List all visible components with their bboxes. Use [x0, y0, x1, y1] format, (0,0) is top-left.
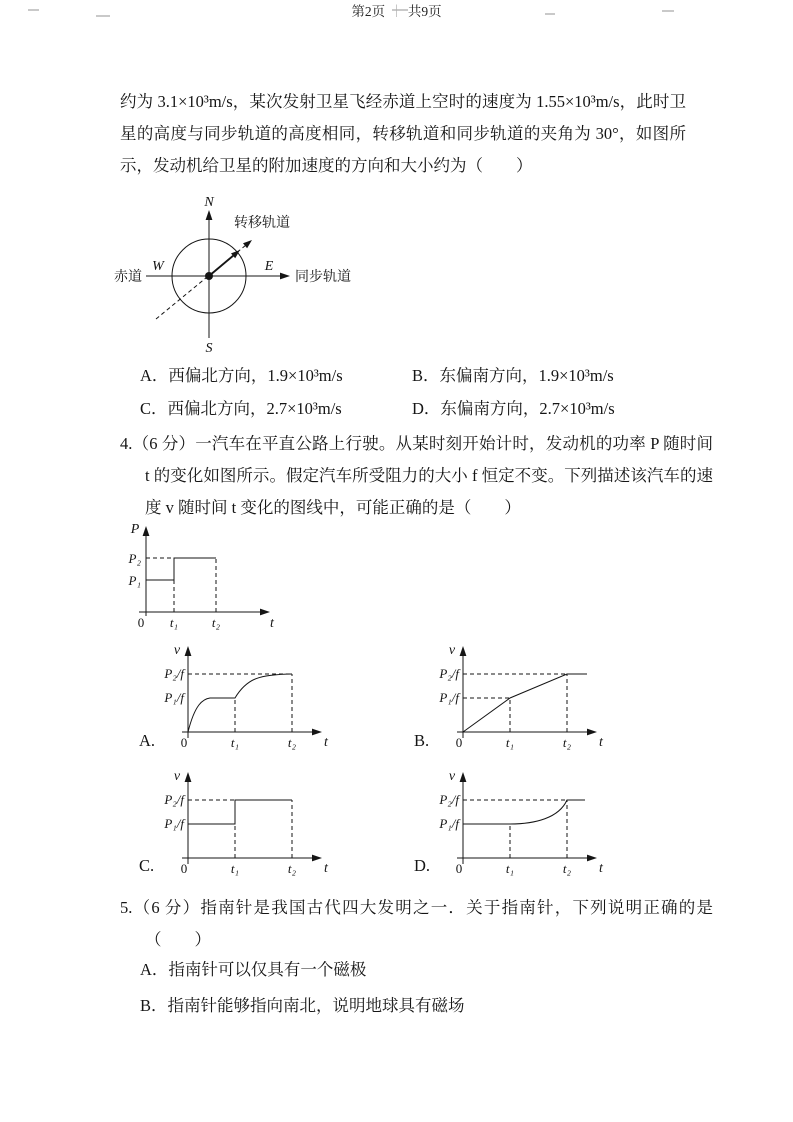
vt-p2f-label: P₂/f [439, 666, 459, 681]
vt-t1-label: t₁ [505, 735, 515, 750]
compass-e-label: E [264, 259, 274, 274]
vt-y-axis-label: v [173, 769, 181, 784]
vt-x-axis-label: t [599, 735, 603, 750]
equator-label: 赤道 [114, 270, 142, 285]
vt-p1f-label: P₁/f [439, 816, 459, 831]
vt-b-curve [463, 674, 587, 732]
vt-a-axes [182, 646, 322, 738]
vt-t1-label: t₁ [505, 861, 515, 876]
vt-a-dashed-guides [188, 674, 292, 732]
question-4-text: 4.（6 分）一汽车在平直公路上行驶。从某时刻开始计时，发动机的功率 P 随时间 t 的变化如图所示。假定汽车所受阻力的大小 f 恒定不变。下列描述该汽车的速度 v 随时间 t 变化的图线中，可能正确的是（ ） [120, 434, 713, 517]
power-time-graph [112, 516, 282, 644]
pt-curve [146, 558, 216, 580]
vt-t1-label: t₁ [230, 861, 240, 876]
vt-graph-b [425, 640, 615, 762]
pt-t1-label: t₁ [169, 615, 179, 630]
x-arrowhead-icon [312, 855, 322, 862]
vt-d-axes [457, 772, 597, 864]
x-arrowhead-icon [587, 729, 597, 736]
pt-axes [139, 526, 270, 616]
sync-orbit-label: 同步轨道 [295, 270, 351, 285]
x-arrowhead-icon [587, 855, 597, 862]
q4-choice-a-label: A. [139, 731, 156, 750]
vt-y-axis-label: v [173, 643, 181, 658]
page-footer [0, 0, 793, 20]
vt-origin-label: 0 [455, 735, 463, 750]
vt-x-axis-label: t [599, 861, 603, 876]
transfer-orbit-label: 转移轨道 [234, 216, 290, 231]
vt-c-axes [182, 772, 322, 864]
vt-graph-c [150, 766, 340, 888]
y-arrowhead-icon [185, 646, 192, 656]
vt-origin-label: 0 [455, 861, 463, 876]
compass-w-label: W [152, 259, 164, 274]
vt-p1f-label: P₁/f [439, 690, 459, 705]
east-arrowhead-icon [280, 273, 290, 280]
q4-choice-b-label: B. [414, 731, 430, 750]
vt-t2-label: t₂ [287, 861, 297, 876]
vt-b-dashed-guides [463, 674, 567, 732]
y-arrowhead-icon [460, 772, 467, 782]
vt-p2f-label: P₂/f [164, 792, 184, 807]
q3-option-c: C．西偏北方向，2.7×10³m/s [140, 399, 342, 418]
vt-y-axis-label: v [448, 643, 456, 658]
pt-t2-label: t₂ [211, 615, 221, 630]
vt-p1f-label: P₁/f [164, 690, 184, 705]
x-arrowhead-icon [312, 729, 322, 736]
vt-a-curve [188, 674, 292, 732]
vt-graph-a [150, 640, 340, 762]
q4-choice-d-label: D. [414, 856, 431, 875]
vt-d-dashed-guides [463, 800, 567, 858]
footer-separator: | [395, 2, 398, 17]
question-5-text: 5.（6 分）指南针是我国古代四大发明之一．关于指南针，下列说明正确的是（ ） [120, 898, 713, 949]
y-arrowhead-icon [143, 526, 150, 536]
footer-total-pages: 共9页 [407, 4, 442, 19]
velocity-vector [209, 250, 240, 276]
y-arrowhead-icon [460, 646, 467, 656]
pt-y-axis-label: P [130, 522, 140, 537]
vt-p2f-label: P₂/f [439, 792, 459, 807]
pt-dashed-guides [146, 558, 216, 612]
vt-graph-d [425, 766, 615, 888]
vt-origin-label: 0 [180, 735, 188, 750]
vt-x-axis-label: t [324, 861, 328, 876]
vt-b-axes [457, 646, 597, 738]
y-arrowhead-icon [185, 772, 192, 782]
pt-x-axis-label: t [270, 616, 274, 631]
compass-s-label: S [205, 341, 213, 356]
vt-t1-label: t₁ [230, 735, 240, 750]
footer-page-number: 第2页 [351, 4, 386, 19]
vt-c-curve [188, 800, 292, 824]
vt-y-axis-label: v [448, 769, 456, 784]
pt-p2-label: P₂ [128, 551, 141, 566]
vt-t2-label: t₂ [562, 735, 572, 750]
vt-c-dashed-guides [188, 800, 292, 858]
north-arrowhead-icon [206, 210, 213, 220]
vt-p1f-label: P₁/f [164, 816, 184, 831]
pt-origin-label: 0 [137, 615, 145, 630]
vt-t2-label: t₂ [287, 735, 297, 750]
q5-option-b: B．指南针能够指向南北，说明地球具有磁场 [140, 996, 465, 1015]
q5-option-a: A．指南针可以仅具有一个磁极 [140, 960, 367, 979]
q3-option-d: D．东偏南方向，2.7×10³m/s [412, 399, 615, 418]
vt-t2-label: t₂ [562, 861, 572, 876]
q4-choice-c-label: C. [139, 856, 155, 875]
vt-p2f-label: P₂/f [164, 666, 184, 681]
q3-option-a: A．西偏北方向，1.9×10³m/s [140, 366, 343, 385]
question-3-text: 约为 3.1×10³m/s，某次发射卫星飞经赤道上空时的速度为 1.55×10³m/s，此时卫星的高度与同步轨道的高度相同，转移轨道和同步轨道的夹角为 30°，如图所示，发动机给卫星的附加速度的方向和大小约为（ ） [120, 92, 686, 175]
x-arrowhead-icon [260, 609, 270, 616]
q3-option-b: B．东偏南方向，1.9×10³m/s [412, 366, 614, 385]
satellite-orbit-figure [112, 192, 362, 360]
vt-origin-label: 0 [180, 861, 188, 876]
compass-n-label: N [204, 195, 214, 210]
vt-x-axis-label: t [324, 735, 328, 750]
pt-p1-label: P₁ [128, 573, 141, 588]
